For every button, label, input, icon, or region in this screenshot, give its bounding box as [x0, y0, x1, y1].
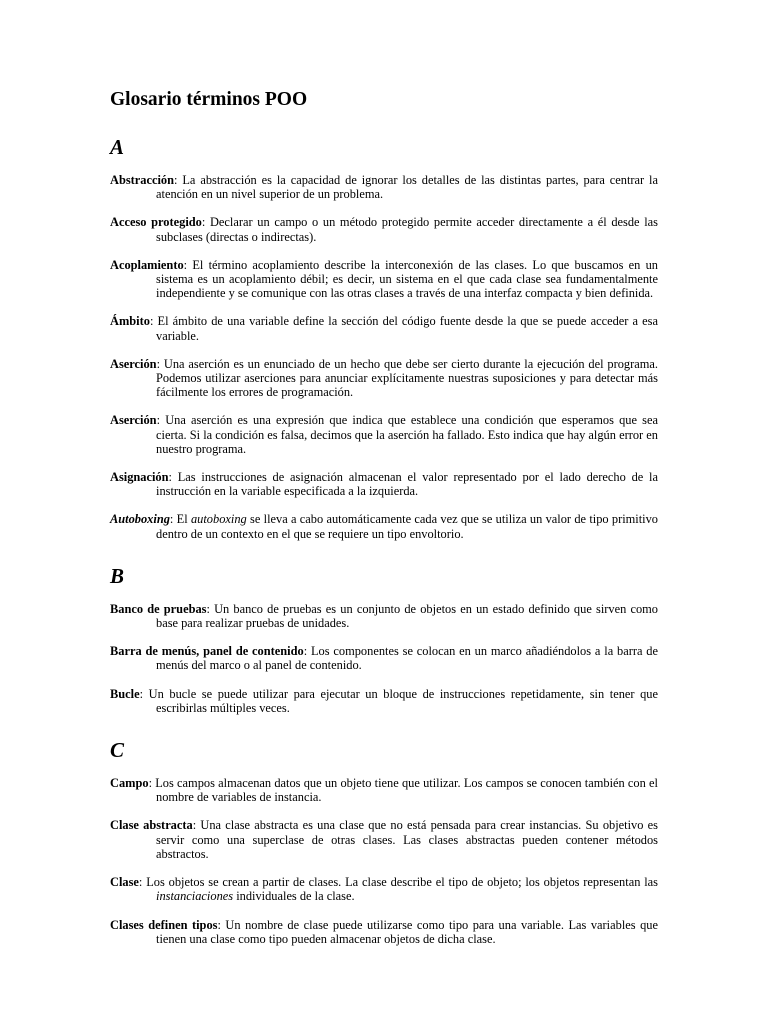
glossary-entry [110, 173, 658, 201]
entry-definition-start: : El [169, 512, 191, 527]
glossary-entry [110, 644, 658, 672]
entry-definition: : Un bucle se puede utilizar para ejecutar un bloque de instrucciones repetidamente, sin tener que escribirlas múltiples veces. [139, 686, 658, 715]
section-letter: B [110, 563, 125, 588]
section-b [110, 564, 658, 715]
entry-definition: : Los componentes se colocan en un marco añadiéndolos a la barra de menús del marco o al panel de contenido. [156, 644, 659, 673]
glossary-entry [110, 314, 658, 342]
entry-definition: : La abstracción es la capacidad de ignorar los detalles de las distintas partes, para centrar la atención en un nivel superior de un problema. [156, 173, 658, 202]
entry-definition-start: : Los objetos se crean a partir de clases. La clase describe el tipo de objeto; los objetos representan las [138, 875, 658, 890]
glossary-entry [110, 413, 658, 456]
entry-term: Clase [110, 875, 139, 890]
entry-term: Barra de menús, panel de contenido [110, 644, 304, 659]
entry-definition: : Los campos almacenan datos que un objeto tiene que utilizar. Los campos se conocen también con el nombre de variables de instancia. [148, 776, 658, 805]
section-a [110, 135, 658, 541]
entry-definition-end: individuales de la clase. [233, 889, 355, 904]
entry-definition: : El ámbito de una variable define la sección del código fuente desde la que se puede acceder a esa variable. [149, 314, 658, 343]
entry-term: Ámbito [110, 314, 150, 329]
entry-definition: : Declarar un campo o un método protegido permite acceder directamente a él desde las subclases (directas o indirectas). [156, 215, 658, 244]
entry-term: Asignación [110, 470, 169, 485]
entry-definition-end: se lleva a cabo automáticamente cada vez que se utiliza un valor de tipo primitivo dentro de un contexto en el que se requiere un tipo envoltorio. [156, 512, 659, 541]
glossary-entry [110, 875, 658, 903]
entry-term: Aserción [110, 356, 157, 371]
entry-definition: : El término acoplamiento describe la interconexión de las clases. Lo que buscamos en un sistema es un acoplamiento débil; es decir, un sistema en el que cada clase sea fundamentalmente independiente y se comunique con las otras clases a través de una interfaz compacta y bien definida. [156, 257, 658, 301]
glossary-entry [110, 258, 658, 301]
glossary-entry [110, 818, 658, 861]
glossary-entry [110, 357, 658, 400]
entry-definition: : Un banco de pruebas es un conjunto de objetos en un estado definido que sirven como base para realizar pruebas de unidades. [156, 601, 658, 631]
entry-term: Bucle [110, 686, 140, 701]
glossary-entry [110, 918, 658, 946]
section-c [110, 738, 658, 946]
glossary-entry [110, 470, 658, 498]
entry-definition: : Un nombre de clase puede utilizarse como tipo para una variable. Las variables que tienen una clase como tipo pueden almacenar objetos de dicha clase. [156, 917, 658, 946]
glossary-entry [110, 512, 658, 540]
glossary-entry [110, 215, 658, 243]
entry-definition: : Las instrucciones de asignación almacenan el valor representado por el lado derecho de la instrucción en la variable especificada a la izquierda. [156, 470, 658, 499]
entry-term: Clases definen tipos [110, 917, 218, 932]
entry-term: Aserción [110, 413, 157, 428]
entry-term: Acceso protegido [110, 215, 202, 230]
entry-definition: : Una clase abstracta es una clase que no está pensada para crear instancias. Su objetivo es servir como una superclase de otras clases. Las clases abstractas pueden contener métodos abstractos. [156, 818, 658, 861]
page-title: Glosario términos POO [110, 89, 308, 110]
entry-definition: : Una aserción es una expresión que indica que establece una condición que esperamos que sea cierta. Si la condición es falsa, decimos que la aserción ha fallado. Esto indica que hay algún error en nuestro programa. [156, 413, 658, 456]
entry-term: Banco de pruebas [110, 601, 207, 616]
entry-term: Acoplamiento [110, 257, 184, 272]
entry-definition-emphasis: instanciaciones [156, 889, 234, 904]
entry-definition-emphasis: autoboxing [190, 512, 247, 527]
entry-term: Autoboxing [110, 512, 170, 527]
entry-definition: : Una aserción es un enunciado de un hecho que debe ser cierto durante la ejecución del programa. Podemos utilizar aserciones para anunciar explícitamente nuestras suposiciones y para detectar más fácilmente los errores de programación. [156, 356, 658, 400]
entry-term: Abstracción [110, 173, 175, 187]
entry-term: Clase abstracta [110, 818, 193, 833]
section-letter: C [110, 738, 125, 763]
entry-term: Campo [110, 776, 149, 791]
glossary-entry [110, 687, 658, 715]
glossary-entry [110, 602, 658, 630]
glossary-entry [110, 776, 658, 804]
section-letter: A [110, 135, 125, 159]
